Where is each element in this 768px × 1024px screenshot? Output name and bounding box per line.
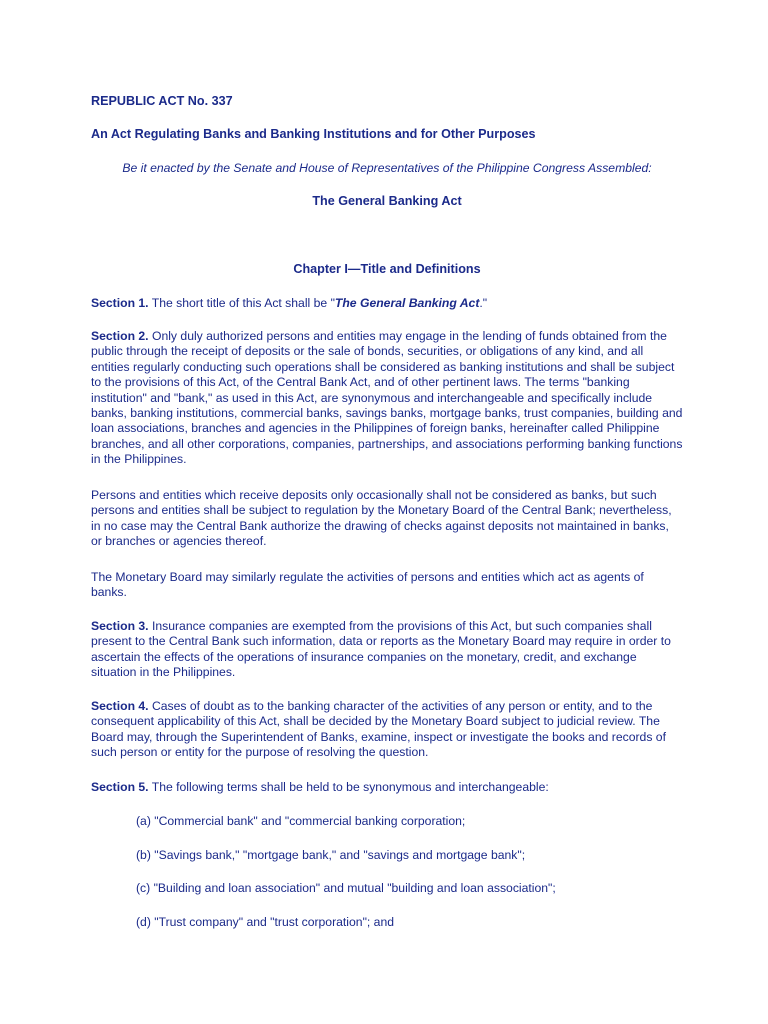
section-3 [91,619,683,681]
section-1-text-after: ." [479,296,488,310]
section-5 [91,780,683,795]
definition-item-d: (d) "Trust company" and "trust corporation"; and [136,915,395,929]
section-2-text: Only duly authorized persons and entities may engage in the lending of funds obtained from the public through the receipt of deposits or the sale of bonds, securities, or obligations of any kind, and all entities regularly conducting such operations shall be considered as banking institutions and shall be subject to the provisions of this Act, of the Central Bank Act, and of other pertinent laws. The terms "banking institution" and "bank," as used in this Act, are synonymous and interchangeable and specifically include banks, banking institutions, commercial banks, savings banks, mortgage banks, trust companies, building and loan associations, branches and agencies in the Philippines of foreign banks, hereinafter called Philippine branches, and all other corporations, companies, partnerships, and associations performing banking functions in the Philippines. [91,329,683,467]
definition-item-b: (b) "Savings bank," "mortgage bank," and "savings and mortgage bank"; [136,848,526,862]
section-2 [91,329,683,468]
section-4-label: Section 4. [91,699,149,713]
section-4-text: Cases of doubt as to the banking character of the activities of any person or entity, and to the consequent applicability of this Act, shall be decided by the Monetary Board subject to judicial review. The Board may, through the Superintendent of Banks, examine, inspect or investigate the books and records of such person or entity for the purpose of resolving the question. [91,699,666,760]
section-2-label: Section 2. [91,329,149,343]
section-5-text: The following terms shall be held to be synonymous and interchangeable: [148,780,549,794]
section-2-paragraph-2: Persons and entities which receive deposits only occasionally shall not be considered as banks, but such persons and entities shall be subject to regulation by the Monetary Board of the Central Bank; nevertheless, in no case may the Central Bank authorize the drawing of checks against deposits not maintained in banks, or branches or agencies thereof. [91,488,672,549]
short-name: The General Banking Act [312,194,462,208]
section-1-label: Section 1. [91,296,149,310]
definition-item-c: (c) "Building and loan association" and mutual "building and loan association"; [136,881,556,895]
section-1-text-before: The short title of this Act shall be " [148,296,335,310]
definition-item-a: (a) "Commercial bank" and "commercial banking corporation; [136,814,466,828]
section-5-label: Section 5. [91,780,149,794]
section-1 [91,296,683,311]
section-3-label: Section 3. [91,619,149,633]
act-number: REPUBLIC ACT No. 337 [91,94,233,108]
section-4 [91,699,683,761]
section-3-text: Insurance companies are exempted from the provisions of this Act, but such companies shall present to the Central Bank such information, data or reports as the Monetary Board may require in order to ascertain the effects of the operations of insurance companies on the monetary, credit, and exchange situation in the Philippines. [91,619,671,680]
section-2-paragraph-3: The Monetary Board may similarly regulate the activities of persons and entities which act as agents of banks. [91,570,644,600]
section-1-emphasis: The General Banking Act [334,296,480,310]
act-title: An Act Regulating Banks and Banking Institutions and for Other Purposes [91,127,536,141]
chapter-heading: Chapter I—Title and Definitions [293,262,481,276]
enacting-clause: Be it enacted by the Senate and House of Representatives of the Philippine Congress Assembled: [122,161,652,175]
